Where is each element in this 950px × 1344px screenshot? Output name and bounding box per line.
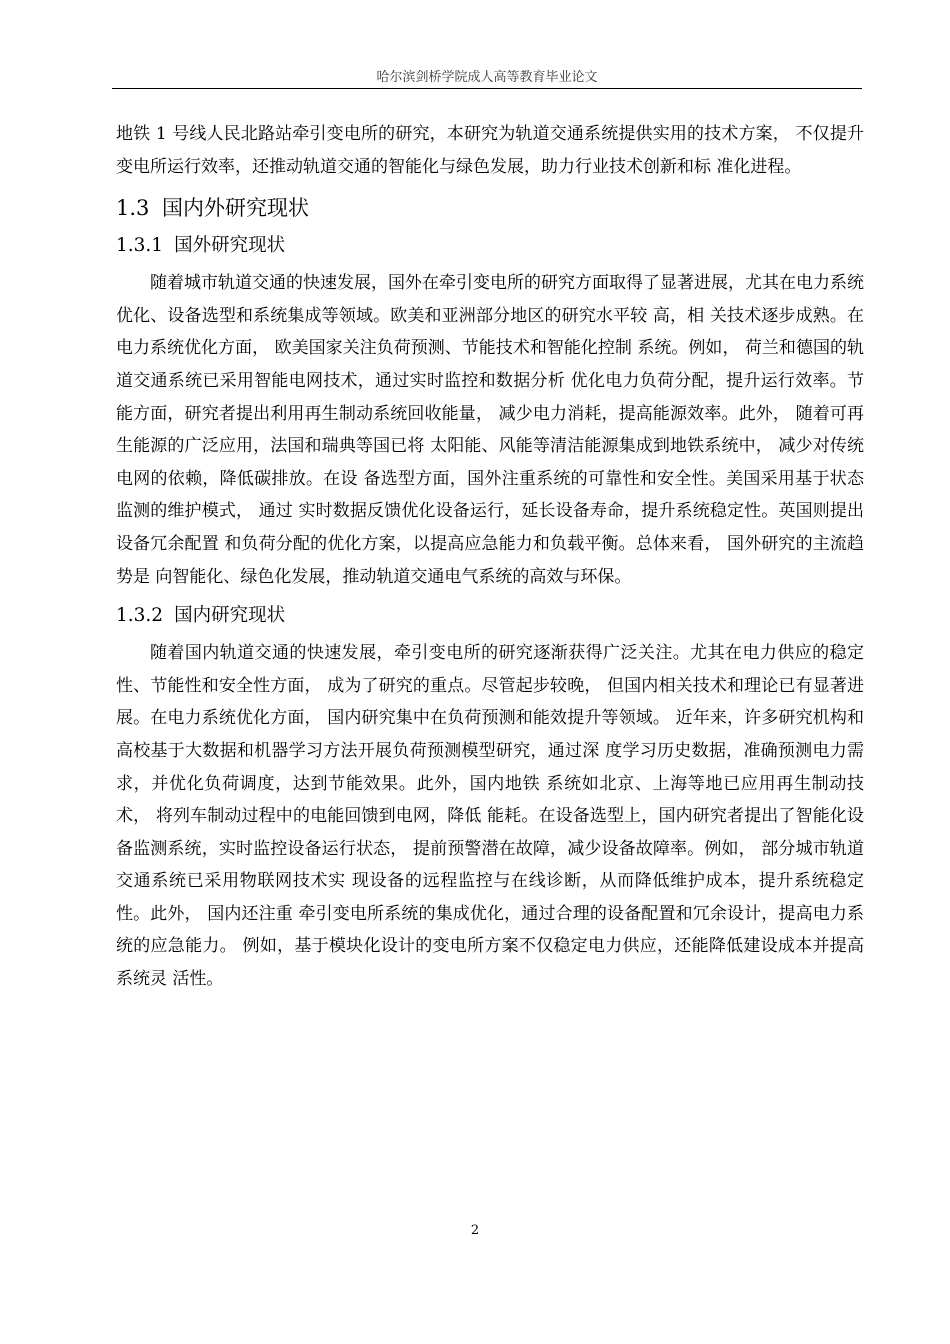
domestic-research-paragraph: 随着国内轨道交通的快速发展，牵引变电所的研究逐渐获得广泛关注。尤其在电力供应的稳定性、节能性和安全性方面， 成为了研究的重点。尽管起步较晚， 但国内相关技术和理论已有显著进展。在电力系统优化方面， 国内研究集中在负荷预测和能效提升等领域。 近年来，许多研究机构和高校基于大数据和机器学习方法开展负荷预测模型研究，通过深 度学习历史数据，准确预测电力需求，并优化负荷调度，达到节能效果。此外，国内地铁 系统如北京、上海等地已应用再生制动技术， 将列车制动过程中的电能回馈到电网，降低 能耗。在设备选型上，国内研究者提出了智能化设备监测系统，实时监控设备运行状态， 提前预警潜在故障，减少设备故障率。例如， 部分城市轨道交通系统已采用物联网技术实 现设备的远程监控与在线诊断，从而降低维护成本，提升系统稳定性。此外， 国内还注重 牵引变电所系统的集成优化，通过合理的设备配置和冗余设计，提高电力系统的应急能力。 例如，基于模块化设计的变电所方案不仅稳定电力供应，还能降低建设成本并提高系统灵 活性。 bbox=[116, 643, 864, 990]
subsection-number: 1.3.1 bbox=[116, 235, 164, 257]
section-heading-1-3 bbox=[116, 193, 864, 223]
page-body bbox=[116, 118, 864, 996]
intro-paragraph: 地铁 1 号线人民北路站牵引变电所的研究，本研究为轨道交通系统提供实用的技术方案， 不仅提升变电所运行效率，还推动轨道交通的智能化与绿色发展，助力行业技术创新和标 准化进程。 bbox=[116, 124, 864, 177]
page-header: 哈尔滨剑桥学院成人高等教育毕业论文 bbox=[376, 70, 598, 85]
subsection-title: 国内研究现状 bbox=[174, 605, 286, 627]
section-number: 1.3 bbox=[116, 196, 150, 221]
foreign-research-paragraph: 随着城市轨道交通的快速发展，国外在牵引变电所的研究方面取得了显著进展，尤其在电力系统优化、设备选型和系统集成等领域。欧美和亚洲部分地区的研究水平较 高，相 关技术逐步成熟。在电力系统优化方面， 欧美国家关注负荷预测、节能技术和智能化控制 系统。例如， 荷兰和德国的轨道交通系统已采用智能电网技术，通过实时监控和数据分析 优化电力负荷分配，提升运行效率。节能方面，研究者提出利用再生制动系统回收能量， 减少电力消耗，提高能源效率。此外， 随着可再生能源的广泛应用，法国和瑞典等国已将 太阳能、风能等清洁能源集成到地铁系统中， 减少对传统电网的依赖，降低碳排放。在设 备选型方面，国外注重系统的可靠性和安全性。美国采用基于状态监测的维护模式， 通过 实时数据反馈优化设备运行，延长设备寿命，提升系统稳定性。英国则提出设备冗余配置 和负荷分配的优化方案，以提高应急能力和负载平衡。总体来看， 国外研究的主流趋势是 向智能化、绿色化发展，推动轨道交通电气系统的高效与环保。 bbox=[116, 273, 864, 587]
subsection-heading-1-3-1 bbox=[116, 231, 864, 261]
subsection-title: 国外研究现状 bbox=[174, 235, 286, 257]
subsection-number: 1.3.2 bbox=[116, 605, 164, 627]
header-divider bbox=[112, 88, 862, 89]
section-title: 国内外研究现状 bbox=[162, 196, 309, 221]
subsection-heading-1-3-2 bbox=[116, 601, 864, 631]
page-number: 2 bbox=[470, 1223, 480, 1238]
